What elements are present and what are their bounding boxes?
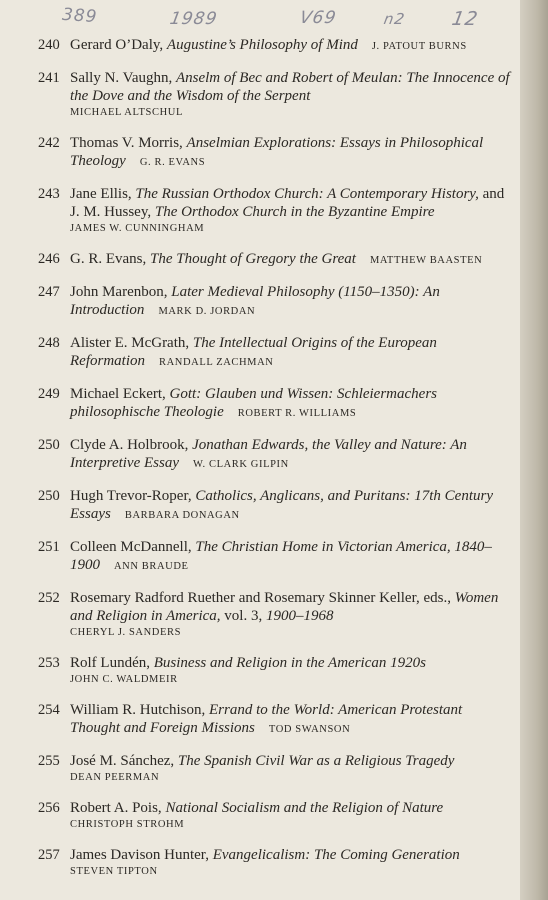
reviewer-name: J. PATOUT BURNS [371, 41, 467, 52]
handwritten-note: 1989 [168, 9, 220, 29]
book-gutter [520, 0, 548, 900]
reviewer-name: ANN BRAUDE [114, 561, 189, 572]
review-entry [38, 589, 513, 641]
book-author: John Marenbon, [70, 284, 172, 300]
page-number: 249 [38, 386, 60, 402]
book-title: The Spanish Civil War as a Religious Tragedy [177, 753, 455, 769]
book-author: José M. Sánchez, [70, 753, 178, 769]
book-title: Jonathan Edwards, the Valley and Nature: An Interpretive Essay [70, 437, 467, 471]
reviewer-name: STEVEN TIPTON [70, 866, 158, 877]
handwritten-note: 389 [61, 4, 99, 28]
reviewer-name: JOHN C. WALDMEIR [70, 674, 178, 685]
reviewer-name: MICHAEL ALTSCHUL [70, 107, 183, 118]
page-number: 240 [38, 37, 60, 53]
book-title: The Thought of Gregory the Great [150, 251, 356, 267]
book-title: The Orthodox Church in the Byzantine Empire [154, 204, 435, 220]
book-title: Catholics, Anglicans, and Puritans: 17th Century Essays [70, 488, 493, 522]
page-number: 254 [38, 702, 60, 718]
reviewer-name: RANDALL ZACHMAN [159, 357, 274, 368]
review-list [38, 36, 513, 893]
book-title: Augustine’s Philosophy of Mind [166, 37, 358, 53]
reviewer-name: JAMES W. CUNNINGHAM [70, 223, 205, 234]
review-entry [38, 250, 513, 270]
book-author: Robert A. Pois, [70, 800, 166, 816]
review-entry [38, 752, 513, 786]
book-title: Later Medieval Philosophy (1150–1350): An Introduction [70, 284, 440, 318]
page-number: 251 [38, 539, 60, 555]
handwritten-annotations [0, 6, 520, 36]
book-title: 1900–1968 [265, 608, 334, 624]
book-title: Errand to the World: American Protestant Thought and Foreign Missions [70, 702, 463, 736]
reviewer-name: CHERYL J. SANDERS [70, 627, 182, 638]
reviewer-name: MARK D. JORDAN [158, 306, 256, 317]
review-entry [38, 134, 513, 172]
page-number: 242 [38, 135, 60, 151]
review-entry [38, 283, 513, 321]
page-number: 241 [38, 70, 60, 86]
review-entry [38, 69, 513, 121]
book-title: National Socialism and the Religion of Nature [165, 800, 444, 816]
review-entry [38, 185, 513, 237]
reviewer-name: ROBERT R. WILLIAMS [237, 408, 357, 419]
book-title: Gott: Glauben und Wissen: Schleiermachers philosophische Theologie [70, 386, 437, 420]
page-number: 248 [38, 335, 60, 351]
book-author: Clyde A. Holbrook, [70, 437, 193, 453]
book-author: G. R. Evans, [70, 251, 150, 267]
book-author: James Davison Hunter, [70, 847, 213, 863]
book-title: Evangelicalism: The Coming Generation [212, 847, 460, 863]
book-title: The Intellectual Origins of the European Reformation [70, 335, 437, 369]
reviewer-name: CHRISTOPH STROHM [70, 819, 185, 830]
book-title: Anselmian Explorations: Essays in Philosophical Theology [70, 135, 484, 169]
book-connector: vol. 3, [220, 608, 266, 624]
page-number: 243 [38, 186, 60, 202]
reviewer-name: W. CLARK GILPIN [193, 459, 289, 470]
page-number: 250 [38, 437, 60, 453]
handwritten-note: 12 [450, 8, 481, 30]
review-entry [38, 436, 513, 474]
book-author: Thomas V. Morris, [70, 135, 187, 151]
book-connector: and J. M. Hussey, [70, 186, 505, 220]
book-title: Anselm of Bec and Robert of Meulan: The Innocence of the Dove and the Wisdom of the Serpent [70, 70, 510, 104]
book-author: Rosemary Radford Ruether and Rosemary Skinner Keller, eds., [70, 590, 455, 606]
review-entry [38, 701, 513, 739]
book-author: Jane Ellis, [70, 186, 136, 202]
page-number: 257 [38, 847, 60, 863]
book-title: The Russian Orthodox Church: A Contemporary History, [135, 186, 479, 202]
reviewer-name: TOD SWANSON [268, 724, 351, 735]
handwritten-note: n2 [382, 10, 407, 28]
book-title: Women and Religion in America, [70, 590, 499, 624]
review-entry [38, 334, 513, 372]
book-author: Gerard O’Daly, [70, 37, 167, 53]
review-entry [38, 538, 513, 576]
handwritten-note: V69 [298, 8, 339, 28]
book-author: William R. Hutchison, [70, 702, 209, 718]
review-entry [38, 487, 513, 525]
reviewer-name: G. R. EVANS [139, 157, 206, 168]
page-number: 253 [38, 655, 60, 671]
review-entry [38, 654, 513, 688]
page-number: 252 [38, 590, 60, 606]
book-author: Hugh Trevor-Roper, [70, 488, 196, 504]
book-author: Michael Eckert, [70, 386, 170, 402]
page-number: 246 [38, 251, 60, 267]
book-author: Sally N. Vaughn, [70, 70, 176, 86]
review-entry [38, 36, 513, 56]
review-entry [38, 799, 513, 833]
review-entry [38, 846, 513, 880]
reviewer-name: MATTHEW BAASTEN [369, 255, 483, 266]
page-number: 256 [38, 800, 60, 816]
page-number: 255 [38, 753, 60, 769]
book-title: Business and Religion in the American 1920s [153, 655, 426, 671]
page-number: 250 [38, 488, 60, 504]
book-author: Rolf Lundén, [70, 655, 154, 671]
review-entry [38, 385, 513, 423]
book-author: Alister E. McGrath, [70, 335, 193, 351]
book-author: Colleen McDannell, [70, 539, 196, 555]
reviewer-name: BARBARA DONAGAN [124, 510, 240, 521]
reviewer-name: DEAN PEERMAN [70, 772, 160, 783]
page-number: 247 [38, 284, 60, 300]
book-title: The Christian Home in Victorian America, 1840–1900 [70, 539, 492, 573]
